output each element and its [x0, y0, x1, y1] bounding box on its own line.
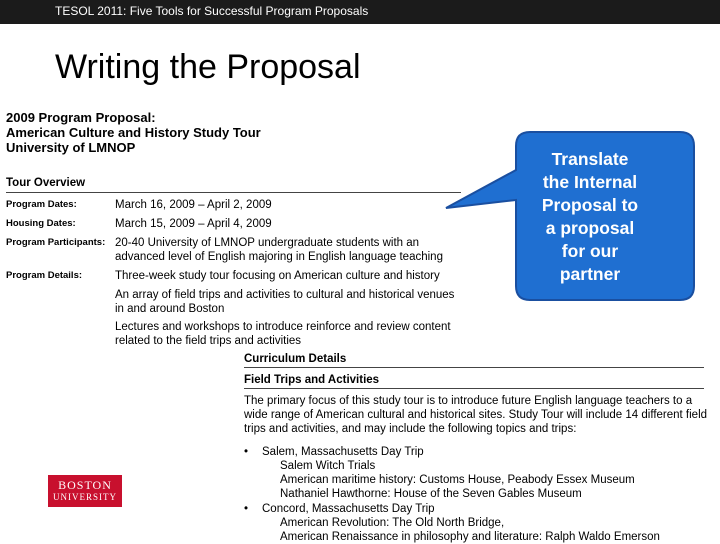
bullet-sub-item: American maritime history: Customs House, Peabody Essex Museum: [280, 474, 635, 486]
bullet-title: Salem, Massachusetts Day Trip: [262, 446, 424, 458]
bullet-sub-item: Nathaniel Hawthorne: House of the Seven Gables Museum: [280, 488, 582, 500]
callout-text: [520, 148, 660, 286]
logo-line: UNIVERSITY: [53, 492, 117, 502]
field-label: Housing Dates:: [6, 218, 76, 229]
heading-line: American Culture and History Study Tour: [6, 125, 261, 140]
field-trips-title: Field Trips and Activities: [244, 374, 704, 389]
logo-line: BOSTON: [58, 478, 112, 492]
bullet-sub-item: Salem Witch Trials: [280, 460, 376, 472]
callout-line: partner: [559, 264, 621, 284]
heading-line: University of LMNOP: [6, 140, 136, 155]
callout-line: Translate: [551, 149, 629, 169]
details-extra-text: Lectures and workshops to introduce reinforce and review content related to the field trips and activities: [115, 321, 451, 347]
bullet-sub-item: American Revolution: The Old North Bridge,: [280, 517, 505, 529]
field-trips-body: The primary focus of this study tour is to introduce future English language teachers to a wide range of American cultural and historical sites. Study Tour will include 14 different field trips and activities, and may include the following topics and trips:: [244, 395, 708, 435]
field-value: 20-40 University of LMNOP undergraduate students with an advanced level of English majoring in English language teaching: [115, 237, 443, 263]
callout-line: for our: [561, 241, 619, 261]
bullet-dot-icon: •: [244, 503, 249, 515]
bullet-sub-item: American Renaissance in philosophy and literature: Ralph Waldo Emerson: [280, 531, 660, 543]
field-value: March 15, 2009 – April 4, 2009: [115, 218, 272, 230]
bullet-title: Concord, Massachusetts Day Trip: [262, 503, 435, 515]
callout-line: a proposal: [545, 218, 635, 238]
callout-line: Proposal to: [541, 195, 639, 215]
heading-line: 2009 Program Proposal:: [6, 110, 156, 125]
field-label: Program Dates:: [6, 199, 77, 210]
field-value: Three-week study tour focusing on American culture and history: [115, 270, 440, 282]
field-label: Program Participants:: [6, 237, 106, 248]
callout-line: the Internal: [542, 172, 638, 192]
tour-overview-title: Tour Overview: [6, 177, 461, 193]
field-label: Program Details:: [6, 270, 83, 281]
field-value: March 16, 2009 – April 2, 2009: [115, 199, 272, 211]
curriculum-title: Curriculum Details: [244, 353, 704, 368]
bullet-dot-icon: •: [244, 446, 249, 458]
header-text: TESOL 2011: Five Tools for Successful Program Proposals: [55, 4, 369, 18]
slide-title: Writing the Proposal: [55, 48, 361, 86]
details-extra-text: An array of field trips and activities to cultural and historical venues in and around Boston: [115, 289, 455, 315]
